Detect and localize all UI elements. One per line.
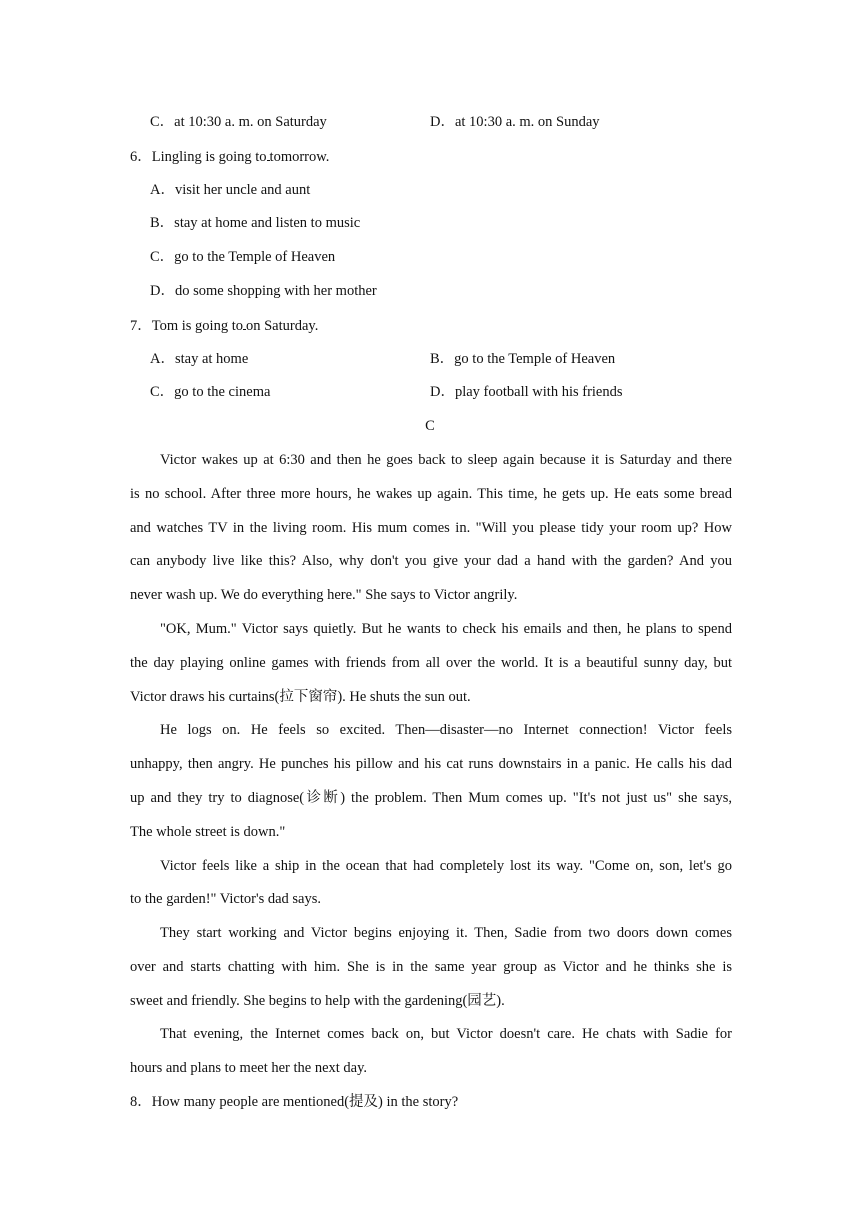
q5-option-d: D．at 10:30 a. m. on Sunday [430,114,600,130]
q6-stem [130,146,329,167]
passage-line: Victor draws his curtains(拉下窗帘). He shuts the sun out. [130,689,471,705]
q8-stem: 8．How many people are mentioned(提及) in the story? [130,1094,459,1110]
q7-option-b: B．go to the Temple of Heaven [430,351,616,367]
q7-stem [130,315,318,336]
q6-option-d: D．do some shopping with her mother [150,283,377,299]
passage-line: That evening, the Internet comes back on, but Victor doesn't care. He chats with Sadie for [160,1026,732,1042]
passage-line: Victor feels like a ship in the ocean that had completely lost its way. "Come on, son, let's go [160,858,732,874]
q6-option-a: A．visit her uncle and aunt [150,182,311,198]
passage-line: He logs on. He feels so excited. Then—disaster—no Internet connection! Victor feels [160,722,732,738]
q7-option-a: A．stay at home [150,351,249,367]
q7-option-c: C．go to the cinema [150,384,271,400]
passage-line: to the garden!" Victor's dad says. [130,891,322,907]
q6-option-c: C．go to the Temple of Heaven [150,249,336,265]
q6-stem-after: tomorrow. [269,149,330,165]
passage-line: the day playing online games with friends from all over the world. It is a beautiful sunny day, but [130,655,732,671]
passage-line: is no school. After three more hours, he wakes up again. This time, he gets up. He eats some bread [130,486,732,502]
passage-line: never wash up. We do everything here." She says to Victor angrily. [130,587,518,603]
passage-line: sweet and friendly. She begins to help with the gardening(园艺). [130,993,505,1009]
passage-line: over and starts chatting with him. She is in the same year group as Victor and he thinks she is [130,959,732,975]
passage-line: and watches TV in the living room. His mum comes in. "Will you please tidy your room up? How [130,520,732,536]
passage-line: The whole street is down." [130,824,286,840]
passage-line: "OK, Mum." Victor says quietly. But he wants to check his emails and then, he plans to spend [160,621,732,637]
passage-line: unhappy, then angry. He punches his pillow and his cat runs downstairs in a panic. He calls his dad [130,756,732,772]
passage-line: They start working and Victor begins enjoying it. Then, Sadie from two doors down comes [160,925,732,941]
passage-line: can anybody live like this? Also, why don't you give your dad a hand with the garden? And you [130,553,732,569]
passage-line: hours and plans to meet her the next day. [130,1060,368,1076]
q7-option-d: D．play football with his friends [430,384,623,400]
q6-option-b: B．stay at home and listen to music [150,215,361,231]
passage-line: up and they try to diagnose(诊断) the problem. Then Mum comes up. "It's not just us" she says, [130,790,732,806]
section-label: C [425,418,435,434]
q7-stem-after: on Saturday. [245,318,319,334]
q5-option-c: C．at 10:30 a. m. on Saturday [150,114,327,130]
q7-stem-before: 7．Tom is going to [130,318,243,334]
q6-stem-before: 6．Lingling is going to [130,149,267,165]
passage-line: Victor wakes up at 6:30 and then he goes back to sleep again because it is Saturday and there [160,452,732,468]
